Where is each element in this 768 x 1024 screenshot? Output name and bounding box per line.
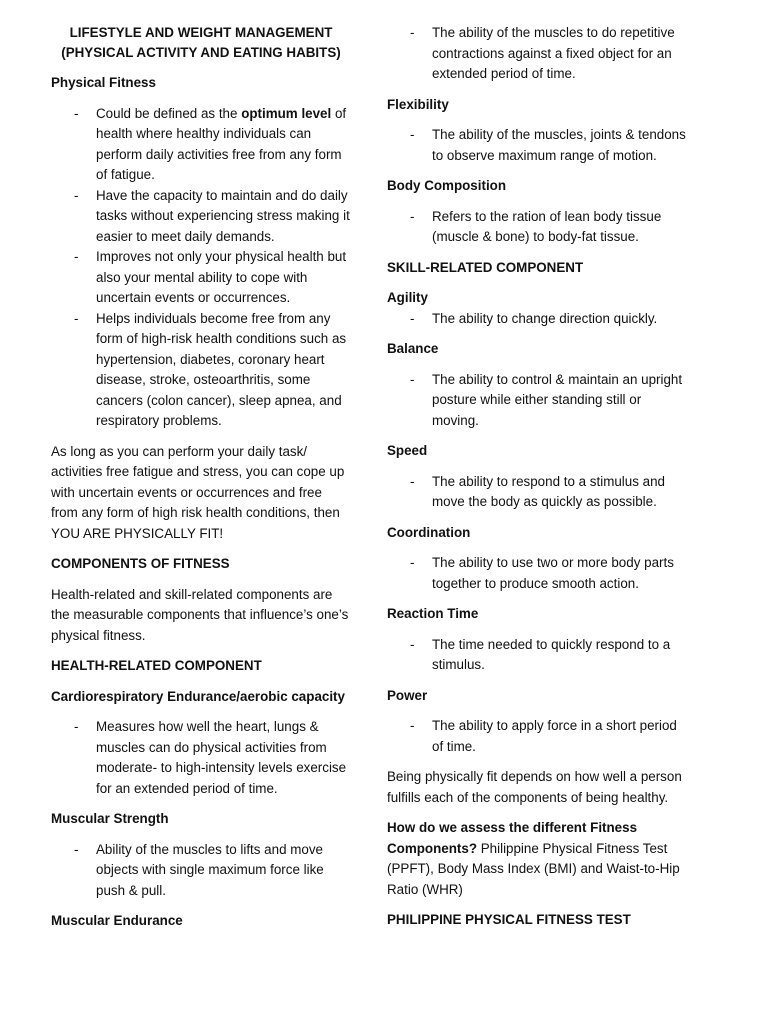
- strength-heading: Muscular Strength: [51, 811, 169, 826]
- list-item: - Ability of the muscles to lifts and move objects with single maximum force like push & pull.: [51, 840, 351, 902]
- assessment-paragraph: [387, 818, 687, 900]
- flexibility-list: [387, 125, 687, 166]
- balance-heading: Balance: [387, 341, 439, 356]
- balance-list: [387, 370, 687, 432]
- list-item: - Have the capacity to maintain and do daily tasks without experiencing stress making it easier to meet daily demands.: [51, 186, 351, 248]
- health-related-heading: HEALTH-RELATED COMPONENT: [51, 658, 262, 673]
- body-composition-list: [387, 207, 687, 248]
- list-item: - The ability to respond to a stimulus and move the body as quickly as possible.: [387, 472, 687, 513]
- coordination-list: [387, 553, 687, 594]
- components-paragraph: Health-related and skill-related components are the measurable components that influence’s one’s physical fitness.: [51, 586, 349, 643]
- speed-list: [387, 472, 687, 513]
- agility-list: [387, 309, 687, 330]
- ppft-heading: PHILIPPINE PHYSICAL FITNESS TEST: [387, 912, 631, 927]
- body-composition-heading: Body Composition: [387, 178, 507, 193]
- list-item: - Could be defined as the optimum level of health where healthy individuals can perform daily activities free from any form of fatigue.: [51, 104, 351, 186]
- closing-paragraph: Being physically fit depends on how well a person fulfills each of the components of being healthy.: [387, 769, 682, 805]
- list-item: - Helps individuals become free from any form of high-risk health conditions such as hypertension, diabetes, coronary heart disease, stroke, osteoarthritis, some cancers (colon cancer), sleep apnea, and respiratory problems.: [51, 309, 351, 432]
- components-heading: COMPONENTS OF FITNESS: [51, 556, 230, 571]
- list-item: - The ability to use two or more body parts together to produce smooth action.: [387, 553, 687, 594]
- emphasis-text: optimum level: [241, 105, 332, 121]
- endurance-heading: Muscular Endurance: [51, 913, 183, 928]
- list-item: - The time needed to quickly respond to a stimulus.: [387, 635, 687, 676]
- right-column: [387, 23, 687, 941]
- list-item: - The ability of the muscles, joints & tendons to observe maximum range of motion.: [387, 125, 687, 166]
- list-item: - The ability to change direction quickly.: [387, 309, 687, 330]
- left-column: [51, 23, 351, 942]
- list-item: - The ability to apply force in a short period of time.: [387, 716, 687, 757]
- assessment-answer: Philippine Physical Fitness Test (PPFT), Body Mass Index (BMI) and Waist-to-Hip Ratio (WHR): [387, 840, 680, 897]
- list-item: - The ability of the muscles to do repetitive contractions against a fixed object for an extended period of time.: [387, 23, 687, 85]
- endurance-list: [387, 23, 687, 85]
- physical-fitness-list: [51, 104, 351, 432]
- coordination-heading: Coordination: [387, 524, 471, 540]
- title-line-1: LIFESTYLE AND WEIGHT MANAGEMENT: [69, 25, 333, 40]
- summary-paragraph: As long as you can perform your daily task/ activities free fatigue and stress, you can cope up with uncertain events or occurrences and free from any form of high risk health conditions, then YOU ARE PHYSICALLY FIT!: [51, 443, 345, 541]
- flexibility-heading: Flexibility: [387, 96, 449, 112]
- list-item: - Refers to the ration of lean body tissue (muscle & bone) to body-fat tissue.: [387, 207, 687, 248]
- list-item: - Measures how well the heart, lungs & muscles can do physical activities from moderate- to high-intensity levels exercise for an extended period of time.: [51, 717, 351, 799]
- title-line-2: (PHYSICAL ACTIVITY AND EATING HABITS): [61, 45, 341, 60]
- physical-fitness-heading: Physical Fitness: [51, 75, 156, 90]
- assessment-question: How do we assess the different Fitness Components?: [387, 820, 638, 856]
- power-list: [387, 716, 687, 757]
- power-heading: Power: [387, 687, 428, 703]
- reaction-time-heading: Reaction Time: [387, 606, 479, 621]
- agility-heading: Agility: [387, 290, 428, 305]
- speed-heading: Speed: [387, 443, 428, 458]
- list-item: - The ability to control & maintain an upright posture while either standing still or moving.: [387, 370, 687, 432]
- cardio-list: [51, 717, 351, 799]
- strength-list: [51, 840, 351, 902]
- cardio-heading: Cardiorespiratory Endurance/aerobic capacity: [51, 688, 345, 704]
- skill-related-heading: SKILL-RELATED COMPONENT: [387, 259, 584, 275]
- reaction-time-list: [387, 635, 687, 676]
- document-title: [51, 23, 351, 63]
- list-item: - Improves not only your physical health but also your mental ability to cope with uncertain events or occurrences.: [51, 247, 351, 309]
